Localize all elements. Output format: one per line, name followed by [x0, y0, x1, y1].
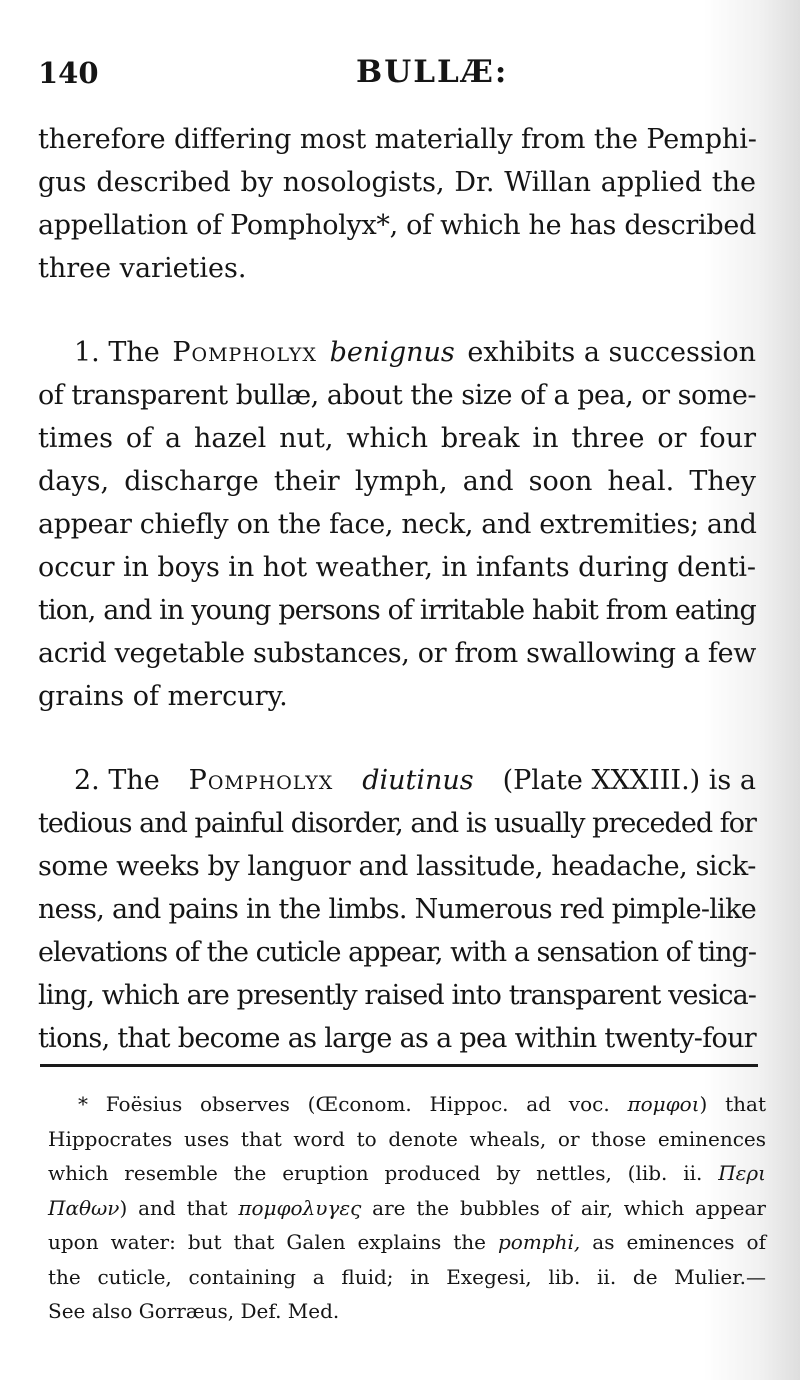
text-line: ness, and pains in the limbs. Numerous red pimple-like: [38, 894, 756, 925]
text-line: tions, that become as large as a pea within twenty-four: [38, 1023, 756, 1054]
running-head: BULLÆ:: [356, 54, 509, 90]
variety1-species: benignus: [329, 337, 455, 368]
text-line: days, discharge their lymph, and soon heal. They: [38, 466, 756, 497]
footnote: [48, 1087, 766, 1329]
italic-word: pomphi,: [498, 1230, 581, 1254]
page-number: 140: [38, 56, 99, 90]
page-header: [38, 52, 758, 96]
footnote-line: See also Gorræus, Def. Med.: [48, 1299, 340, 1323]
text-line: ling, which are presently raised into transparent vesica-: [38, 980, 756, 1011]
text-line: occur in boys in hot weather, in infants during denti-: [38, 552, 756, 583]
text-line: times of a hazel nut, which break in three or four: [38, 423, 756, 454]
text-line: gus described by nosologists, Dr. Willan applied the: [38, 167, 756, 198]
text-line: grains of mercury.: [38, 681, 288, 712]
text-line: three varieties.: [38, 253, 247, 284]
variety1-heading-line: 1. The Pompholyx benignus exhibits a succession: [38, 331, 756, 374]
text-line: some weeks by languor and lassitude, headache, sick-: [38, 851, 756, 882]
text-line: of transparent bullæ, about the size of a pea, or some-: [38, 380, 756, 411]
footnote-line: Παθων) and that πομφολυγες are the bubbles of air, which appear: [48, 1195, 766, 1220]
text-line: appellation of Pompholyx*, of which he has described: [38, 210, 756, 241]
footnote-line: Hippocrates uses that word to denote wheals, or those eminences: [48, 1126, 766, 1151]
paragraph-gap: [38, 290, 756, 331]
text-line: tedious and painful disorder, and is usually preceded for: [38, 808, 756, 839]
text-line: therefore differing most materially from the Pemphi-: [38, 124, 757, 155]
footnote-rule: [40, 1064, 758, 1067]
greek-word: Περι: [718, 1161, 767, 1185]
greek-word: πομφοι: [627, 1092, 700, 1116]
greek-word: Παθων: [48, 1195, 120, 1220]
footnote-line: which resemble the eruption produced by nettles, (lib. ii. Περι: [48, 1161, 767, 1185]
greek-word: πομφολυγες: [238, 1195, 362, 1220]
variety1-name: Pompholyx: [172, 337, 317, 368]
footnote-line: the cuticle, containing a fluid; in Exegesi, lib. ii. de Mulier.—: [48, 1264, 766, 1289]
text-line: elevations of the cuticle appear, with a sensation of ting-: [38, 937, 756, 968]
variety2-heading-line: 2. The Pompholyx diutinus (Plate XXXIII.) is a: [38, 759, 756, 802]
paragraph-gap: [38, 718, 756, 759]
variety2-species: diutinus: [362, 765, 474, 796]
footnote-line: * Foësius observes (Œconom. Hippoc. ad voc. πομφοι) that: [78, 1092, 766, 1116]
variety2-name: Pompholyx: [188, 765, 334, 796]
text-line: appear chiefly on the face, neck, and extremities; and: [38, 509, 757, 540]
text-line: tion, and in young persons of irritable habit from eating: [38, 595, 756, 626]
body-text: [38, 118, 756, 1060]
footnote-line: upon water: but that Galen explains the pomphi, as eminences of: [48, 1230, 766, 1254]
text-line: acrid vegetable substances, or from swallowing a few: [38, 638, 756, 669]
